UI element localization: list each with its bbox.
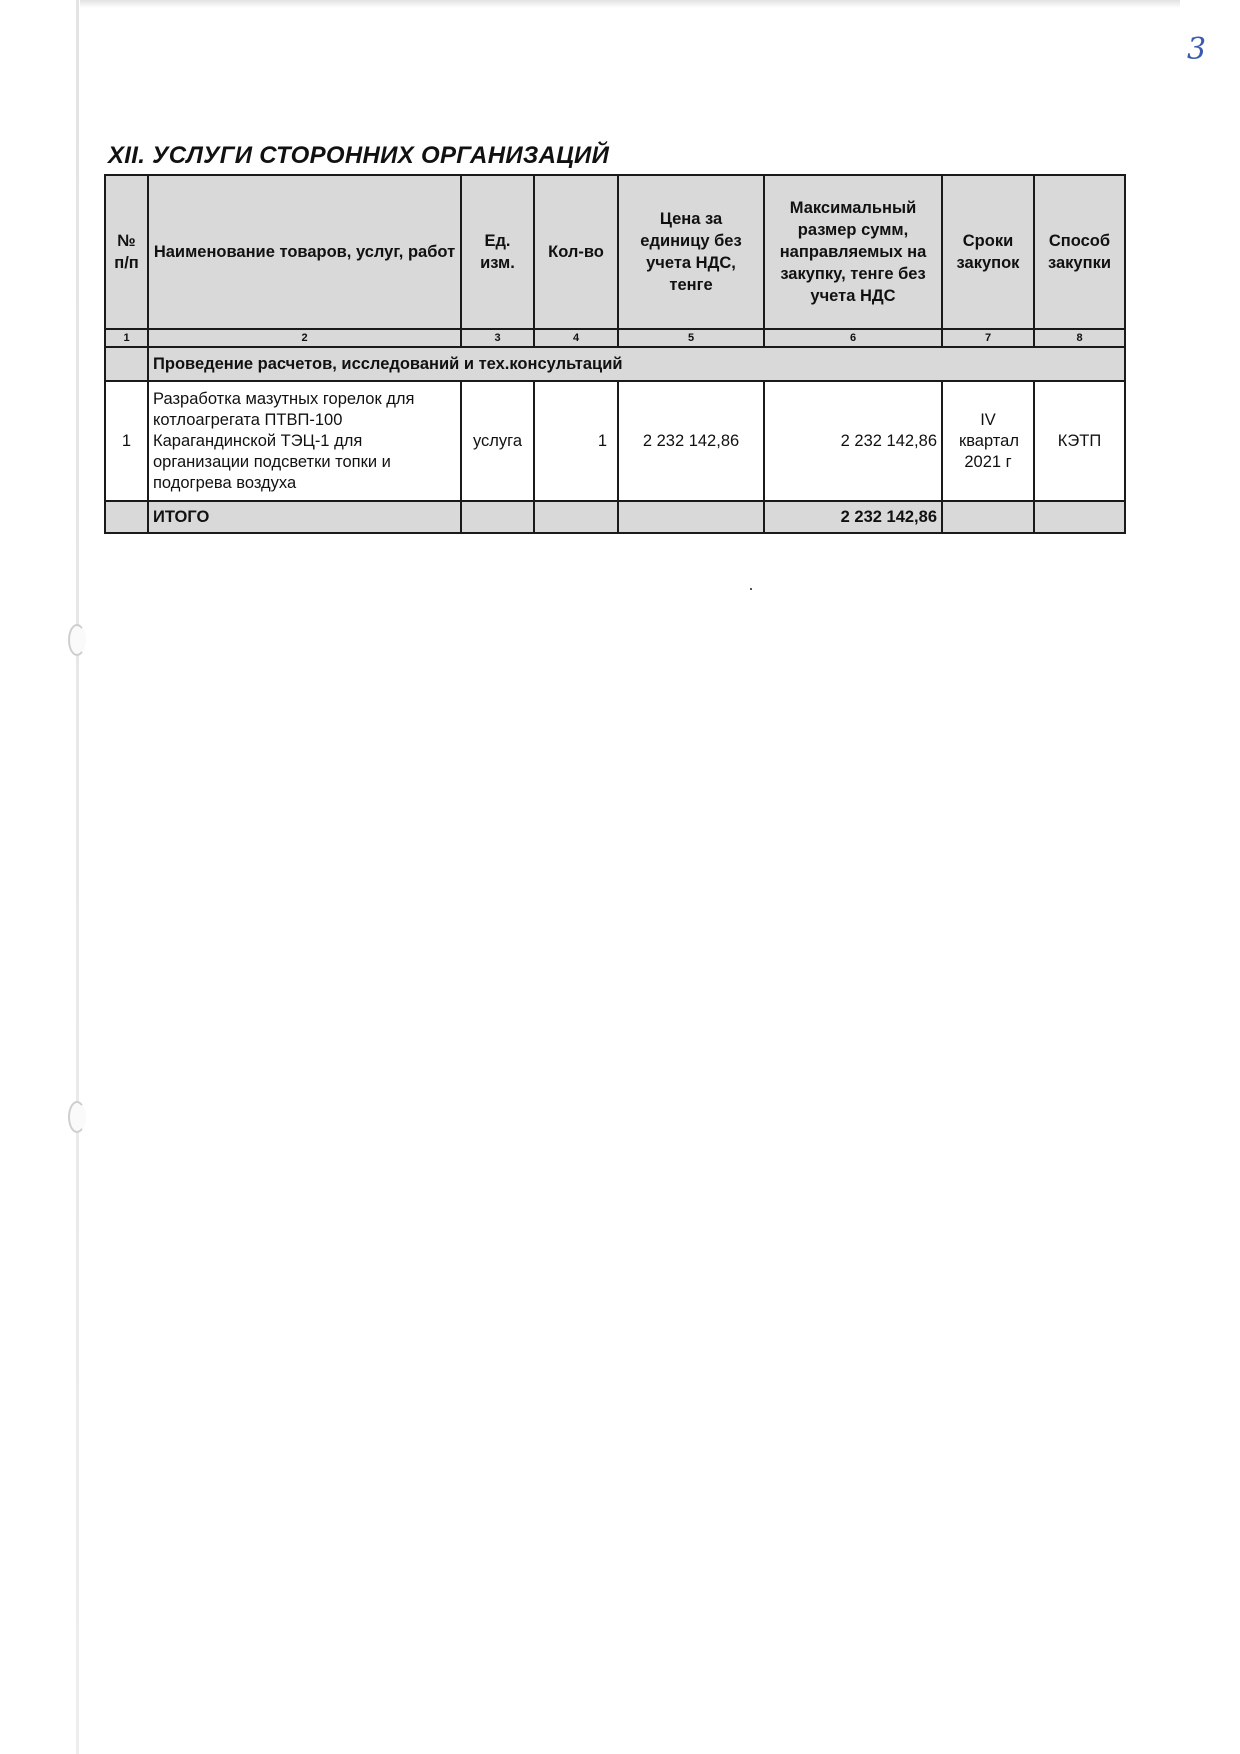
group-row [105,347,1125,381]
column-number: 3 [461,329,534,347]
page-number: 3 [1187,32,1207,67]
row-max-sum: 2 232 142,86 [764,381,942,501]
row-name: Разработка мазутных горелок для котлоагрегата ПТВП-100 Карагандинской ТЭЦ-1 для организации подсветки топки и подогрева воздуха [148,381,461,501]
header-cell: Максимальный размер сумм, направляемых на закупку, тенге без учета НДС [764,175,942,329]
header-cell: № п/п [105,175,148,329]
header-cell: Кол-во [534,175,618,329]
header-cell: Цена за единицу без учета НДС, тенге [618,175,764,329]
scan-top-edge [80,0,1180,8]
total-max-sum: 2 232 142,86 [764,501,942,533]
column-number: 5 [618,329,764,347]
scan-speck [750,588,752,590]
header-cell: Наименование товаров, услуг, работ [148,175,461,329]
total-empty-cell [105,501,148,533]
row-unit: услуга [461,381,534,501]
row-period: IV квартал 2021 г [942,381,1034,501]
punch-hole [68,624,86,656]
section-title: XII. УСЛУГИ СТОРОННИХ ОРГАНИЗАЦИЙ [108,142,610,169]
column-number: 4 [534,329,618,347]
header-cell: Сроки закупок [942,175,1034,329]
column-number-row [105,329,1125,347]
column-number: 7 [942,329,1034,347]
table-row [105,381,1125,501]
total-empty-cell [618,501,764,533]
group-title: Проведение расчетов, исследований и тех.консультаций [148,347,1125,381]
total-empty-cell [942,501,1034,533]
column-number: 6 [764,329,942,347]
row-qty: 1 [534,381,618,501]
total-empty-cell [461,501,534,533]
column-number: 8 [1034,329,1125,347]
scan-left-edge [76,0,79,1754]
total-empty-cell [534,501,618,533]
header-cell: Способ закупки [1034,175,1125,329]
total-label: ИТОГО [148,501,461,533]
row-number: 1 [105,381,148,501]
header-row [105,175,1125,329]
column-number: 1 [105,329,148,347]
column-number: 2 [148,329,461,347]
group-empty-cell [105,347,148,381]
punch-hole [68,1101,86,1133]
row-method: КЭТП [1034,381,1125,501]
row-price: 2 232 142,86 [618,381,764,501]
procurement-table [104,174,1126,534]
total-empty-cell [1034,501,1125,533]
header-cell: Ед. изм. [461,175,534,329]
total-row [105,501,1125,533]
